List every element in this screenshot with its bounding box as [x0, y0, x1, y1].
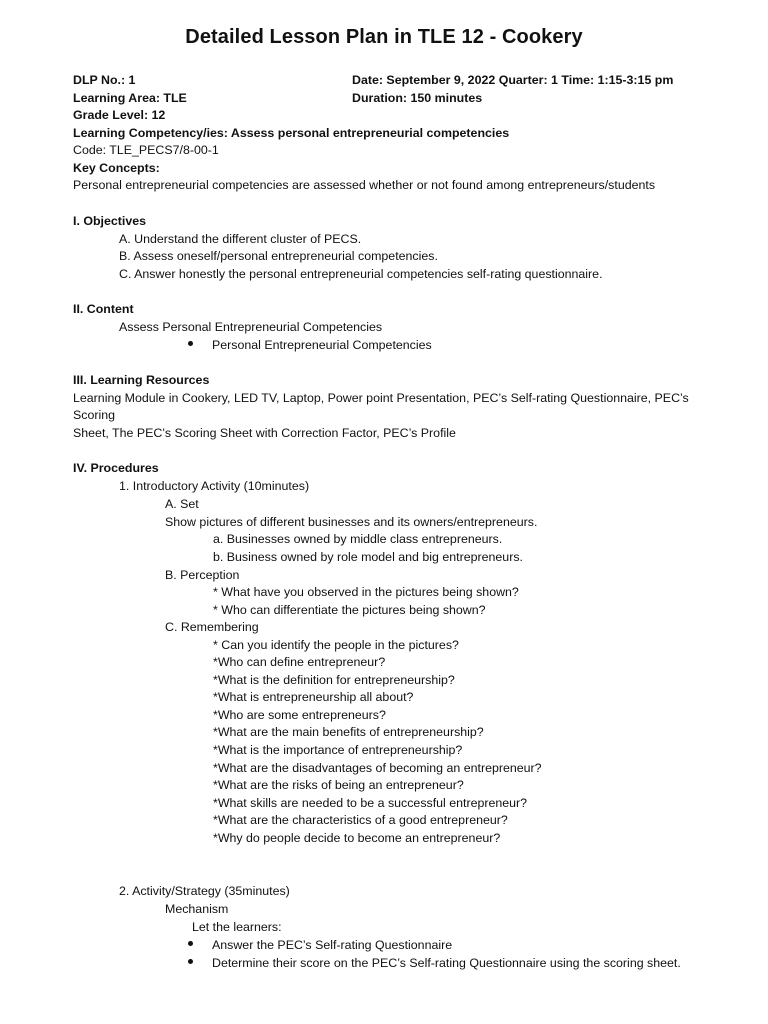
let-learners-label: Let the learners: — [192, 920, 282, 934]
objective-item: C. Answer honestly the personal entrepreneurial competencies self-rating questionnaire. — [119, 267, 603, 281]
remembering-label: C. Remembering — [165, 620, 259, 634]
perception-item: * Who can differentiate the pictures being shown? — [213, 603, 486, 617]
remembering-item: *Why do people decide to become an entrepreneur? — [213, 831, 501, 845]
perception-label: B. Perception — [165, 568, 240, 582]
remembering-item: *What skills are needed to be a successful entrepreneur? — [213, 796, 528, 810]
remembering-item: * Can you identify the people in the pictures? — [213, 638, 459, 652]
procedures-heading: IV. Procedures — [73, 461, 159, 475]
introductory-activity: 1. Introductory Activity (10minutes) — [119, 479, 310, 493]
remembering-item: *What are the disadvantages of becoming an entrepreneur? — [213, 761, 542, 775]
content-subtitle: Assess Personal Entrepreneurial Competencies — [119, 320, 383, 334]
remembering-item: *What is the definition for entrepreneurship? — [213, 673, 455, 687]
key-concepts-text: Personal entrepreneurial competencies are assessed whether or not found among entrepreneurs/students — [73, 178, 656, 192]
objective-item: A. Understand the different cluster of PECS. — [119, 232, 362, 246]
competency-code: Code: TLE_PECS7/8-00-1 — [73, 143, 219, 157]
key-concepts-label: Key Concepts: — [73, 161, 160, 175]
content-heading: II. Content — [73, 302, 134, 316]
dlp-number: DLP No.: 1 — [73, 73, 136, 87]
resources-line: Sheet, The PEC’s Scoring Sheet with Correction Factor, PEC’s Profile — [73, 426, 456, 440]
remembering-item: *What is the importance of entrepreneurship? — [213, 743, 463, 757]
content-bullet-text: Personal Entrepreneurial Competencies — [212, 338, 432, 352]
activity-bullet-text: Determine their score on the PEC’s Self-rating Questionnaire using the scoring sheet. — [212, 956, 681, 970]
grade-level: Grade Level: 12 — [73, 108, 166, 122]
remembering-item: *Who are some entrepreneurs? — [213, 708, 386, 722]
remembering-item: *What are the risks of being an entrepreneur? — [213, 778, 464, 792]
remembering-item: *What is entrepreneurship all about? — [213, 690, 414, 704]
set-item: b. Business owned by role model and big entrepreneurs. — [213, 550, 523, 564]
set-label: A. Set — [165, 497, 199, 511]
learning-area: Learning Area: TLE — [73, 91, 187, 105]
learning-competency: Learning Competency/ies: Assess personal entrepreneurial competencies — [73, 126, 510, 140]
activity-strategy: 2. Activity/Strategy (35minutes) — [119, 884, 290, 898]
remembering-item: *What are the characteristics of a good entrepreneur? — [213, 813, 508, 827]
resources-heading: III. Learning Resources — [73, 373, 210, 387]
set-text: Show pictures of different businesses and its owners/entrepreneurs. — [165, 515, 538, 529]
document-title: Detailed Lesson Plan in TLE 12 - Cookery — [185, 26, 583, 48]
remembering-item: *What are the main benefits of entrepreneurship? — [213, 725, 484, 739]
remembering-item: *Who can define entrepreneur? — [213, 655, 386, 669]
bullet-icon — [188, 955, 196, 963]
bullet-icon — [188, 937, 196, 945]
perception-item: * What have you observed in the pictures being shown? — [213, 585, 519, 599]
resources-line: Learning Module in Cookery, LED TV, Laptop, Power point Presentation, PEC’s Self-rating Questionnaire, PEC’s — [73, 391, 689, 405]
objective-item: B. Assess oneself/personal entrepreneurial competencies. — [119, 249, 438, 263]
date-quarter-time: Date: September 9, 2022 Quarter: 1 Time: 1:15-3:15 pm — [352, 73, 674, 87]
mechanism-label: Mechanism — [165, 902, 229, 916]
set-item: a. Businesses owned by middle class entrepreneurs. — [213, 532, 503, 546]
resources-line: Scoring — [73, 408, 116, 422]
duration: Duration: 150 minutes — [352, 91, 483, 105]
bullet-icon — [188, 337, 196, 345]
objectives-heading: I. Objectives — [73, 214, 147, 228]
activity-bullet-text: Answer the PEC’s Self-rating Questionnaire — [212, 938, 453, 952]
